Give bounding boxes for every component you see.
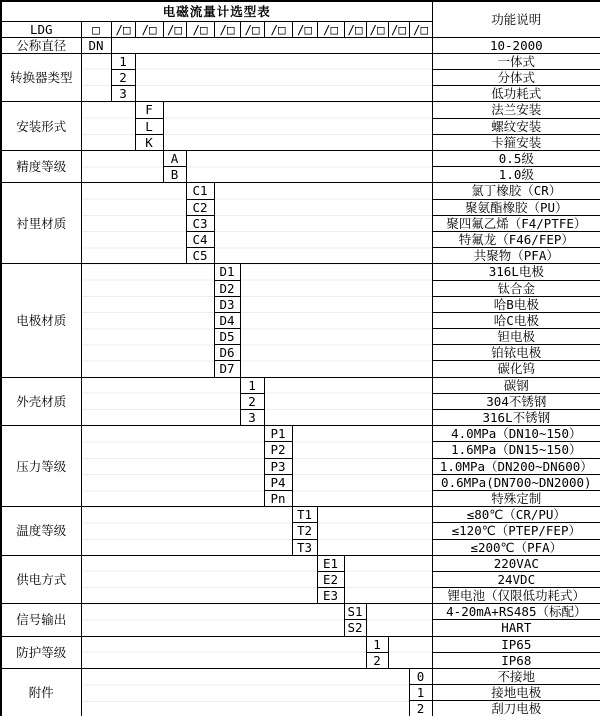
option-code-cell: T3: [292, 539, 317, 555]
option-desc-cell: 316L不锈钢: [432, 410, 600, 426]
option-code-cell: D1: [214, 264, 240, 280]
option-code-cell: E1: [317, 555, 344, 571]
option-code-cell: C2: [186, 199, 214, 215]
table-title: 电磁流量计选型表: [1, 1, 432, 21]
function-header: 功能说明: [432, 1, 600, 37]
option-code-cell: E2: [317, 571, 344, 587]
option-desc-cell: 一体式: [432, 53, 600, 69]
category-label: 安装形式: [1, 102, 81, 151]
empty-region: [240, 264, 432, 377]
model-slot-cell: /□: [264, 21, 292, 37]
empty-region: [81, 183, 186, 264]
category-label: 压力等级: [1, 426, 81, 507]
category-label: 附件: [1, 669, 81, 716]
model-slot-cell: /□: [163, 21, 186, 37]
empty-region: [81, 669, 409, 716]
option-code-cell: 1: [240, 377, 264, 393]
option-code-cell: E3: [317, 588, 344, 604]
option-desc-cell: 哈B电极: [432, 296, 600, 312]
category-label: 温度等级: [1, 507, 81, 556]
option-desc-cell: IP68: [432, 652, 600, 668]
option-desc-cell: 聚四氟乙烯（F4/PTFE）: [432, 215, 600, 231]
empty-region: [264, 377, 432, 426]
option-code-cell: D7: [214, 361, 240, 377]
option-desc-cell: 锂电池（仅限低功耗式）: [432, 588, 600, 604]
category-label: 转换器类型: [1, 53, 81, 102]
empty-region: [135, 53, 432, 102]
model-slot-cell: /□: [292, 21, 317, 37]
option-code-cell: F: [135, 102, 163, 118]
option-code-cell: T1: [292, 507, 317, 523]
model-slot-cell: /□: [135, 21, 163, 37]
option-desc-cell: 不接地: [432, 669, 600, 685]
empty-region: [81, 507, 292, 556]
model-slot-cell: /□: [409, 21, 432, 37]
option-desc-cell: 特氟龙（F46/FEP）: [432, 231, 600, 247]
option-code-cell: D4: [214, 312, 240, 328]
empty-region: [81, 604, 344, 636]
option-code-cell: 2: [111, 70, 135, 86]
model-slot-cell: /□: [344, 21, 366, 37]
option-desc-cell: 聚氨酯橡胶（PU）: [432, 199, 600, 215]
model-slot-cell: /□: [111, 21, 135, 37]
option-code-cell: D3: [214, 296, 240, 312]
model-slot-cell: /□: [214, 21, 240, 37]
option-code-cell: P4: [264, 474, 292, 490]
option-code-cell: C3: [186, 215, 214, 231]
empty-region: [81, 426, 264, 507]
option-desc-cell: 哈C电极: [432, 312, 600, 328]
option-desc-cell: 0.5级: [432, 151, 600, 167]
option-code-cell: D5: [214, 329, 240, 345]
model-slot-cell: /□: [186, 21, 214, 37]
model-slot-cell: /□: [366, 21, 388, 37]
option-desc-cell: 4.0MPa（DN10~150）: [432, 426, 600, 442]
model-box-cell: □: [81, 21, 111, 37]
empty-region: [366, 604, 432, 636]
option-desc-cell: 10-2000: [432, 37, 600, 53]
empty-region: [111, 37, 432, 53]
option-code-cell: D2: [214, 280, 240, 296]
option-code-cell: L: [135, 118, 163, 134]
option-desc-cell: 1.6MPa（DN15~150）: [432, 442, 600, 458]
option-code-cell: 0: [409, 669, 432, 685]
option-code-cell: P3: [264, 458, 292, 474]
option-desc-cell: 1.0级: [432, 167, 600, 183]
option-desc-cell: 220VAC: [432, 555, 600, 571]
option-desc-cell: 304不锈钢: [432, 393, 600, 409]
option-code-cell: C1: [186, 183, 214, 199]
option-desc-cell: 1.0MPa（DN200~DN600）: [432, 458, 600, 474]
option-code-cell: DN: [81, 37, 111, 53]
empty-region: [81, 53, 111, 102]
option-code-cell: 1: [409, 685, 432, 701]
empty-region: [81, 151, 163, 183]
model-slot-cell: /□: [388, 21, 409, 37]
option-desc-cell: 共聚物（PFA）: [432, 248, 600, 264]
model-slot-cell: /□: [240, 21, 264, 37]
option-code-cell: 2: [240, 393, 264, 409]
empty-region: [81, 636, 366, 668]
option-code-cell: P2: [264, 442, 292, 458]
option-code-cell: 2: [409, 701, 432, 716]
category-label: 衬里材质: [1, 183, 81, 264]
option-code-cell: T2: [292, 523, 317, 539]
option-desc-cell: 氯丁橡胶（CR）: [432, 183, 600, 199]
option-code-cell: P1: [264, 426, 292, 442]
option-code-cell: A: [163, 151, 186, 167]
category-label: 公称直径: [1, 37, 81, 53]
option-desc-cell: 0.6MPa(DN700~DN2000): [432, 474, 600, 490]
option-code-cell: B: [163, 167, 186, 183]
option-desc-cell: 法兰安装: [432, 102, 600, 118]
option-code-cell: C4: [186, 231, 214, 247]
option-desc-cell: 接地电极: [432, 685, 600, 701]
category-label: 信号输出: [1, 604, 81, 636]
empty-region: [81, 555, 317, 604]
option-desc-cell: 卡箍安装: [432, 134, 600, 150]
empty-region: [344, 555, 432, 604]
model-slot-cell: /□: [317, 21, 344, 37]
category-label: 精度等级: [1, 151, 81, 183]
option-desc-cell: 24VDC: [432, 571, 600, 587]
option-code-cell: Pn: [264, 490, 292, 506]
category-label: 电极材质: [1, 264, 81, 377]
empty-region: [186, 151, 432, 183]
option-code-cell: 1: [366, 636, 388, 652]
empty-region: [317, 507, 432, 556]
option-code-cell: S2: [344, 620, 366, 636]
option-code-cell: S1: [344, 604, 366, 620]
option-desc-cell: 特殊定制: [432, 490, 600, 506]
option-desc-cell: ≤120℃（PTEP/FEP）: [432, 523, 600, 539]
option-desc-cell: ≤80℃（CR/PU）: [432, 507, 600, 523]
option-code-cell: D6: [214, 345, 240, 361]
option-code-cell: C5: [186, 248, 214, 264]
option-desc-cell: 钽电极: [432, 329, 600, 345]
option-code-cell: 1: [111, 53, 135, 69]
model-prefix: LDG: [1, 21, 81, 37]
option-desc-cell: 分体式: [432, 70, 600, 86]
empty-region: [388, 636, 432, 668]
option-desc-cell: HART: [432, 620, 600, 636]
option-desc-cell: 钛合金: [432, 280, 600, 296]
option-code-cell: K: [135, 134, 163, 150]
category-label: 防护等级: [1, 636, 81, 668]
option-desc-cell: ≤200℃（PFA）: [432, 539, 600, 555]
empty-region: [81, 377, 240, 426]
option-code-cell: 2: [366, 652, 388, 668]
option-desc-cell: 刮刀电极: [432, 701, 600, 716]
empty-region: [292, 426, 432, 507]
option-code-cell: 3: [240, 410, 264, 426]
empty-region: [214, 183, 432, 264]
option-code-cell: 3: [111, 86, 135, 102]
empty-region: [163, 102, 432, 151]
option-desc-cell: 316L电极: [432, 264, 600, 280]
option-desc-cell: 碳钢: [432, 377, 600, 393]
option-desc-cell: 碳化钨: [432, 361, 600, 377]
option-desc-cell: 低功耗式: [432, 86, 600, 102]
option-desc-cell: IP65: [432, 636, 600, 652]
category-label: 供电方式: [1, 555, 81, 604]
option-desc-cell: 铂铱电极: [432, 345, 600, 361]
option-desc-cell: 4-20mA+RS485（标配）: [432, 604, 600, 620]
empty-region: [81, 102, 135, 151]
category-label: 外壳材质: [1, 377, 81, 426]
empty-region: [81, 264, 214, 377]
option-desc-cell: 螺纹安装: [432, 118, 600, 134]
